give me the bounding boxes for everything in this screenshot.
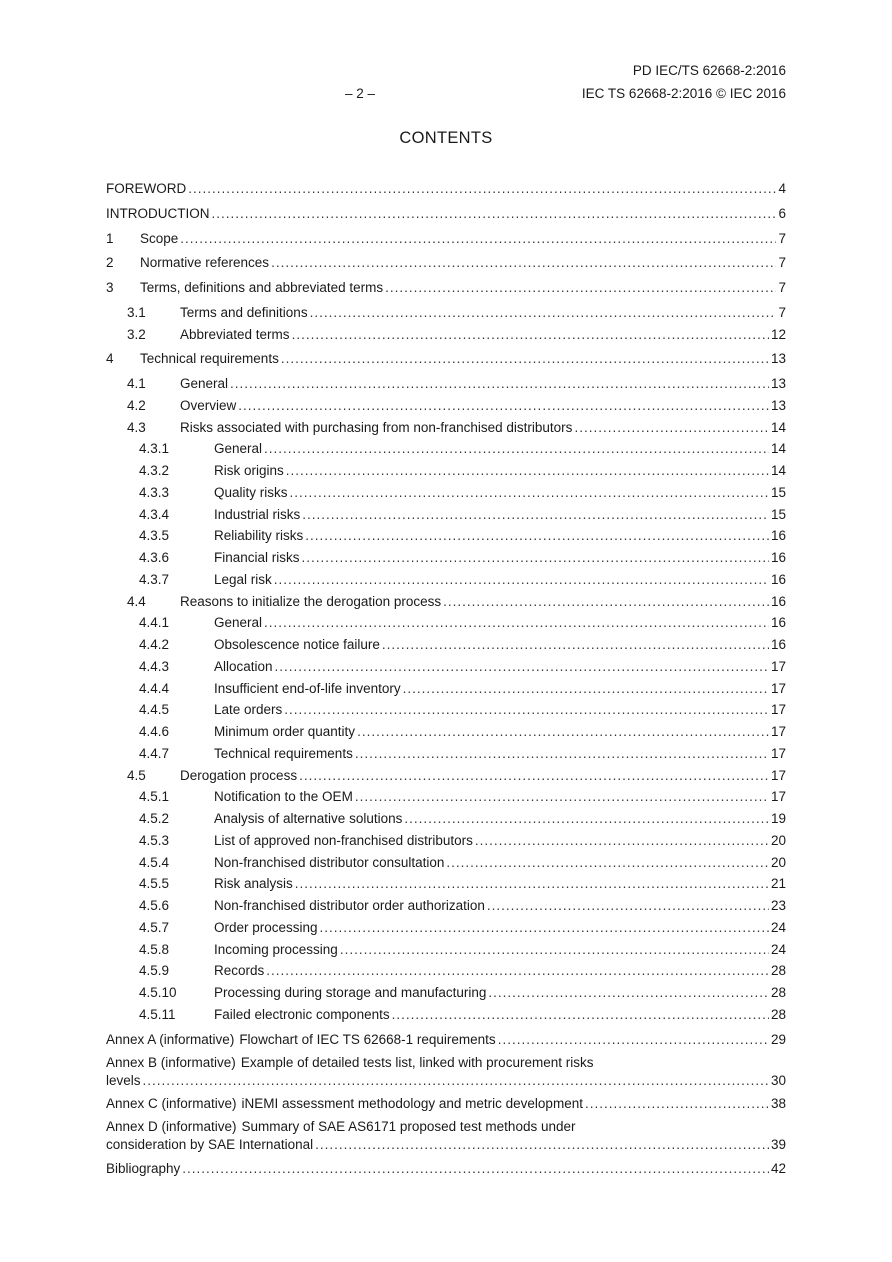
toc-entry[interactable]	[106, 206, 786, 228]
toc-annex-entry[interactable]	[106, 1119, 786, 1157]
toc-entry-label: Non-franchised distributor order authorization	[214, 898, 485, 913]
toc-entry-page: 14	[770, 463, 786, 478]
leader-dots	[143, 1073, 769, 1088]
toc-entry-label: General	[214, 615, 263, 631]
annex-title: Flowchart of IEC TS 62668-1 requirements	[239, 1031, 496, 1047]
toc-entry-label: Insufficient end-of-life inventory	[214, 680, 401, 696]
toc-entry-page: 14	[770, 441, 786, 457]
toc-entry-label: Risks associated with purchasing from non-franchised distributors	[180, 419, 573, 435]
toc-entry-page: 14	[770, 419, 786, 435]
annex-title: levels	[106, 1072, 141, 1088]
toc-entry[interactable]	[106, 898, 786, 920]
toc-entry-number: 4.1	[127, 376, 146, 391]
annex-title: Summary of SAE AS6171 proposed test methods under	[241, 1118, 576, 1134]
toc-entry-label: Analysis of alternative solutions	[214, 811, 403, 826]
annex-title-line	[106, 1055, 786, 1073]
leader-dots	[475, 833, 769, 848]
table-of-contents	[106, 178, 786, 1182]
leader-dots	[266, 963, 769, 978]
annex-title-line	[106, 1119, 786, 1137]
toc-entry[interactable]	[106, 681, 786, 703]
annex-title: Example of detailed tests list, linked with procurement risks	[240, 1054, 594, 1070]
toc-entry[interactable]	[106, 659, 786, 681]
toc-entry-number: 4.5.8	[139, 941, 170, 957]
leader-dots	[281, 351, 769, 366]
leader-dots	[315, 1137, 769, 1152]
toc-entry-number: 4.2	[127, 397, 146, 413]
toc-entry-number: 3.1	[127, 304, 146, 320]
leader-dots	[275, 659, 769, 674]
leader-dots	[357, 724, 769, 739]
toc-entry[interactable]	[106, 485, 786, 507]
toc-entry[interactable]	[106, 255, 786, 277]
toc-entry-number: 4.3.4	[139, 506, 170, 522]
toc-entry-page: 17	[770, 767, 786, 783]
toc-entry-page: 16	[770, 528, 786, 544]
leader-dots	[355, 746, 769, 761]
annex-title-line	[106, 1032, 786, 1052]
leader-dots	[299, 768, 769, 783]
toc-entry-label: Industrial risks	[214, 506, 301, 522]
toc-entry-number: 4.3.7	[139, 571, 170, 587]
toc-entry-page: 6	[778, 205, 786, 221]
toc-entry-number: 4.3.6	[139, 550, 170, 565]
annex-title-line	[106, 1096, 786, 1116]
toc-entry[interactable]	[106, 1007, 786, 1029]
annex-tag: Annex B (informative)	[106, 1054, 236, 1070]
toc-entry-label: Risk origins	[214, 463, 284, 478]
toc-entry-label: List of approved non-franchised distributors	[214, 832, 473, 848]
annex-title-line	[106, 1073, 786, 1093]
toc-entry-page: 39	[770, 1136, 786, 1152]
toc-entry-page: 15	[770, 506, 786, 522]
toc-entry-page: 16	[770, 615, 786, 631]
toc-annex-entry[interactable]	[106, 1032, 786, 1052]
toc-entry[interactable]	[106, 550, 786, 572]
toc-entry-number: 4.5.4	[139, 854, 170, 870]
toc-entry[interactable]	[106, 768, 786, 790]
toc-entry-page: 15	[770, 484, 786, 500]
toc-entry-label: Technical requirements	[140, 351, 279, 367]
leader-dots	[292, 327, 769, 342]
toc-entry[interactable]	[106, 572, 786, 594]
toc-entry-number: 4.3.5	[139, 528, 170, 544]
toc-entry-label: Reliability risks	[214, 528, 304, 544]
toc-entry-page: 21	[770, 876, 786, 892]
toc-entry-page: 24	[770, 941, 786, 957]
toc-entry-label: Abbreviated terms	[180, 326, 290, 342]
leader-dots	[574, 420, 769, 435]
toc-entry[interactable]	[106, 181, 786, 203]
toc-entry-page: 28	[770, 985, 786, 1000]
toc-entry[interactable]	[106, 963, 786, 985]
leader-dots	[340, 942, 769, 957]
toc-entry[interactable]	[106, 327, 786, 349]
toc-entry-page: 23	[770, 898, 786, 913]
toc-entry-label: Minimum order quantity	[214, 724, 356, 739]
toc-entry-number: 4.4.7	[139, 745, 170, 761]
toc-entry-page: 28	[770, 963, 786, 979]
toc-entry-label: Order processing	[214, 919, 318, 935]
toc-entry-page: 17	[770, 745, 786, 761]
toc-entry-number: 4.3.2	[139, 463, 170, 478]
toc-entry-number: 4.5.3	[139, 832, 170, 848]
page-number: – 2 –	[344, 86, 376, 101]
toc-entry-page: 16	[770, 637, 786, 652]
leader-dots	[446, 855, 769, 870]
annex-title: consideration by SAE International	[106, 1136, 314, 1152]
toc-entry-number: 4.5.1	[139, 789, 170, 805]
toc-entry-number: 4.5	[127, 767, 146, 783]
toc-entry-label: Allocation	[214, 658, 273, 674]
toc-entry[interactable]	[106, 920, 786, 942]
leader-dots	[290, 485, 769, 500]
toc-entry[interactable]	[106, 594, 786, 616]
toc-entry-page: 17	[770, 789, 786, 805]
toc-entry-number: 4.5.11	[139, 1006, 176, 1022]
toc-entry-page: 7	[778, 280, 786, 295]
annex-tag: Annex C (informative)	[106, 1095, 237, 1111]
leader-dots	[238, 398, 769, 413]
toc-entry-page: 19	[770, 811, 786, 826]
toc-entry-number: 4.5.10	[139, 985, 177, 1000]
toc-entry-bibliography[interactable]	[106, 1161, 786, 1183]
toc-entry[interactable]	[106, 231, 786, 253]
toc-entry-page: 20	[770, 854, 786, 870]
toc-entry-label: Records	[214, 963, 265, 979]
toc-entry-page: 13	[770, 376, 786, 391]
toc-entry-label: Obsolescence notice failure	[214, 637, 380, 652]
toc-entry-page: 17	[770, 680, 786, 696]
toc-entry-number: 4.3	[127, 419, 146, 435]
leader-dots	[488, 985, 769, 1000]
toc-annexes	[106, 1032, 786, 1157]
annex-tag: Annex A (informative)	[106, 1031, 235, 1047]
leader-dots	[302, 507, 769, 522]
toc-entry-number: 4.3.3	[139, 484, 170, 500]
annex-title-line	[106, 1137, 786, 1157]
toc-entry[interactable]	[106, 985, 786, 1007]
annex-title: iNEMI assessment methodology and metric development	[241, 1095, 583, 1111]
leader-dots	[182, 1161, 769, 1176]
leader-dots	[274, 572, 769, 587]
toc-entry-label: Derogation process	[180, 767, 298, 783]
toc-entry[interactable]	[106, 724, 786, 746]
leader-dots	[404, 811, 769, 826]
leader-dots	[230, 376, 769, 391]
leader-dots	[392, 1007, 769, 1022]
toc-entry-label: Processing during storage and manufacturing	[214, 985, 487, 1000]
toc-annex-entry[interactable]	[106, 1055, 786, 1093]
toc-entry[interactable]	[106, 280, 786, 302]
toc-entry-number: 4.5.2	[139, 811, 170, 826]
toc-entry[interactable]	[106, 833, 786, 855]
leader-dots	[188, 181, 776, 196]
toc-entry-page: 7	[778, 255, 786, 271]
leader-dots	[302, 550, 769, 565]
copyright-notice: IEC TS 62668-2:2016 © IEC 2016	[581, 86, 786, 101]
leader-dots	[382, 637, 769, 652]
toc-entry-page: 13	[770, 397, 786, 413]
leader-dots	[310, 305, 777, 320]
toc-entry-page: 7	[778, 304, 786, 320]
toc-entry-page: 30	[770, 1072, 786, 1088]
toc-entry-number: 4.5.7	[139, 919, 170, 935]
toc-annex-entry[interactable]	[106, 1096, 786, 1116]
toc-entry-page: 16	[770, 550, 786, 565]
toc-entry-number: 4.5.6	[139, 898, 170, 913]
leader-dots	[320, 920, 769, 935]
toc-entry[interactable]	[106, 615, 786, 637]
toc-entry[interactable]	[106, 637, 786, 659]
toc-entry-page: 38	[770, 1095, 786, 1111]
toc-entry-label: Non-franchised distributor consultation	[214, 854, 445, 870]
toc-entry[interactable]	[106, 507, 786, 529]
document-id: PD IEC/TS 62668-2:2016	[632, 63, 786, 78]
toc-entry-label: Late orders	[214, 702, 283, 718]
leader-dots	[212, 206, 777, 221]
leader-dots	[295, 876, 769, 891]
toc-entry-page: 13	[770, 351, 786, 367]
toc-entry-number: 4.5.9	[139, 963, 170, 979]
toc-entry[interactable]	[106, 876, 786, 898]
leader-dots	[305, 528, 769, 543]
toc-entry-label: Financial risks	[214, 550, 300, 565]
leader-dots	[487, 898, 769, 913]
toc-entries	[106, 181, 786, 1029]
leader-dots	[498, 1032, 769, 1047]
toc-entry-label: Terms, definitions and abbreviated terms	[140, 280, 384, 295]
toc-entry[interactable]	[106, 351, 786, 373]
toc-entry-label: Reasons to initialize the derogation process	[180, 593, 442, 609]
toc-entry-label: Terms and definitions	[180, 304, 308, 320]
toc-entry[interactable]	[106, 398, 786, 420]
toc-entry-number: 4.4.2	[139, 637, 170, 652]
toc-entry-number: 2	[106, 255, 114, 271]
leader-dots	[286, 463, 769, 478]
toc-entry-page: 16	[770, 571, 786, 587]
toc-entry-number: 4.4.4	[139, 680, 170, 696]
toc-entry-number: 4.4.3	[139, 658, 170, 674]
leader-dots	[585, 1096, 769, 1111]
toc-entry-label: Notification to the OEM	[214, 789, 353, 805]
toc-entry-label: General	[180, 376, 229, 391]
leader-dots	[443, 594, 769, 609]
toc-entry-number: 3.2	[127, 326, 146, 342]
toc-entry-label: Legal risk	[214, 571, 272, 587]
toc-entry-label: General	[214, 441, 263, 457]
toc-entry-label: Scope	[140, 230, 179, 246]
toc-entry-number: 4.4.5	[139, 702, 170, 718]
toc-entry-label: Risk analysis	[214, 876, 293, 892]
leader-dots	[271, 255, 776, 270]
toc-entry-label: FOREWORD	[106, 181, 187, 196]
toc-entry-page: 4	[778, 181, 786, 196]
toc-entry-label: Bibliography	[106, 1160, 181, 1176]
toc-entry-label: Overview	[180, 397, 237, 413]
leader-dots	[180, 231, 776, 246]
toc-entry-page: 16	[770, 593, 786, 609]
toc-entry-page: 17	[770, 702, 786, 718]
toc-entry-label: INTRODUCTION	[106, 205, 210, 221]
toc-entry-label: Normative references	[140, 255, 270, 271]
toc-entry[interactable]	[106, 376, 786, 398]
toc-entry-number: 4.3.1	[139, 441, 170, 457]
toc-entry[interactable]	[106, 942, 786, 964]
toc-entry-number: 1	[106, 230, 114, 246]
page-title: CONTENTS	[399, 129, 493, 147]
leader-dots	[284, 702, 769, 717]
toc-entry[interactable]	[106, 811, 786, 833]
toc-entry-number: 4.4	[127, 593, 146, 609]
toc-entry-number: 4	[106, 351, 114, 367]
toc-entry-page: 7	[778, 230, 786, 246]
leader-dots	[355, 789, 769, 804]
toc-entry[interactable]	[106, 855, 786, 877]
leader-dots	[264, 441, 769, 456]
toc-entry[interactable]	[106, 305, 786, 327]
toc-entry-page: 17	[770, 724, 786, 739]
toc-entry[interactable]	[106, 441, 786, 463]
page-header-line	[286, 86, 786, 101]
toc-entry-number: 3	[106, 280, 114, 295]
toc-entry[interactable]	[106, 463, 786, 485]
toc-entry-number: 4.5.5	[139, 876, 170, 892]
toc-entry-page: 42	[770, 1160, 786, 1176]
toc-entry-label: Failed electronic components	[214, 1006, 390, 1022]
toc-entry-page: 28	[770, 1006, 786, 1022]
annex-tag: Annex D (informative)	[106, 1118, 237, 1134]
leader-dots	[264, 615, 769, 630]
leader-dots	[403, 681, 769, 696]
toc-entry-label: Incoming processing	[214, 941, 338, 957]
toc-entry[interactable]	[106, 702, 786, 724]
toc-entry-label: Quality risks	[214, 484, 288, 500]
toc-entry-page: 12	[770, 326, 786, 342]
toc-entry-label: Technical requirements	[214, 745, 353, 761]
toc-entry[interactable]	[106, 789, 786, 811]
toc-entry[interactable]	[106, 528, 786, 550]
toc-entry-page: 17	[770, 658, 786, 674]
toc-entry-page: 24	[770, 919, 786, 935]
toc-entry-page: 29	[770, 1031, 786, 1047]
toc-entry[interactable]	[106, 746, 786, 768]
toc-entry[interactable]	[106, 420, 786, 442]
toc-entry-page: 20	[770, 832, 786, 848]
toc-entry-number: 4.4.1	[139, 615, 170, 631]
leader-dots	[385, 280, 776, 295]
toc-entry-number: 4.4.6	[139, 724, 170, 739]
